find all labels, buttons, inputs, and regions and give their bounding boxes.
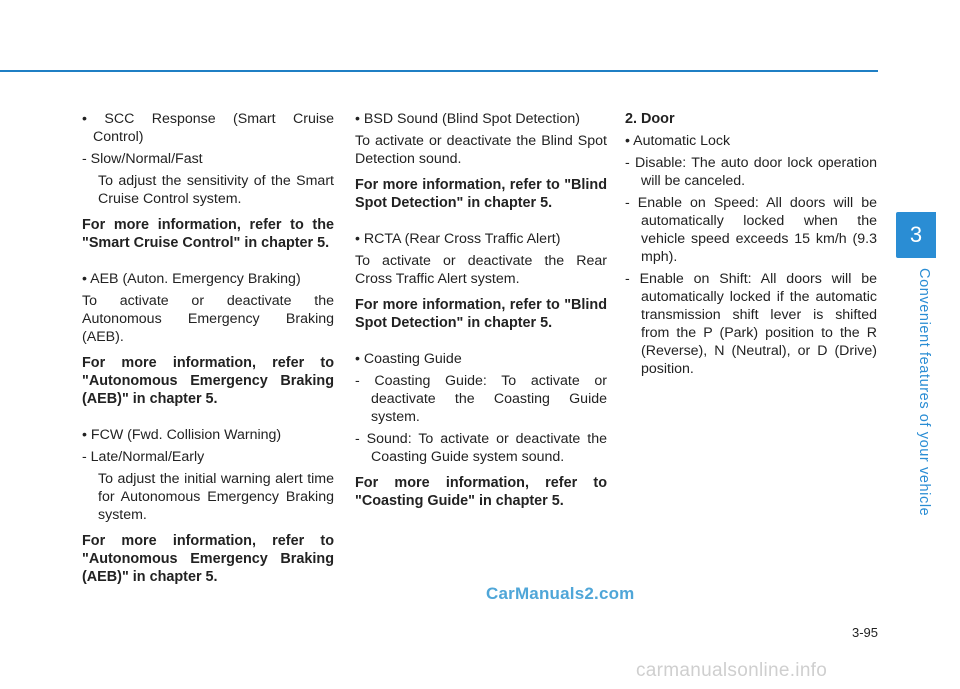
fcw-reference-note: For more information, refer to "Autonomous Emergency Braking (AEB)" in chapter 5. bbox=[82, 533, 334, 585]
header-rule bbox=[0, 70, 878, 72]
door-section-heading: 2. Door bbox=[625, 111, 675, 127]
lock-speed-option: - Enable on Speed: All doors will be automatically locked when the vehicle speed exceeds 15 km/h (9.3 mph). bbox=[625, 195, 877, 265]
fcw-option: - Late/Normal/Early bbox=[82, 449, 205, 465]
text-column-3 bbox=[625, 110, 877, 378]
fcw-item: • FCW (Fwd. Collision Warning) bbox=[82, 427, 282, 443]
scc-response-item: • SCC Response (Smart Cruise Control) bbox=[82, 111, 334, 145]
coasting-guide-item: • Coasting Guide bbox=[355, 351, 462, 367]
scc-response-option: - Slow/Normal/Fast bbox=[82, 151, 203, 167]
coasting-reference-note: For more information, refer to "Coasting Guide" in chapter 5. bbox=[355, 475, 607, 509]
bsd-reference-note: For more information, refer to "Blind Spot Detection" in chapter 5. bbox=[355, 177, 607, 211]
automatic-lock-item: • Automatic Lock bbox=[625, 133, 731, 149]
page-number: 3-95 bbox=[851, 625, 878, 640]
fcw-description: To adjust the initial warning alert time for Autonomous Emergency Braking system. bbox=[98, 471, 334, 523]
rcta-reference-note: For more information, refer to "Blind Spot Detection" in chapter 5. bbox=[355, 297, 607, 331]
aeb-item: • AEB (Auton. Emergency Braking) bbox=[82, 271, 301, 287]
text-column-1 bbox=[82, 110, 334, 586]
scc-response-description: To adjust the sensitivity of the Smart Cruise Control system. bbox=[98, 173, 334, 207]
site-watermark: carmanualsonline.info bbox=[636, 660, 828, 681]
bsd-description: To activate or deactivate the Blind Spot Detection sound. bbox=[355, 133, 607, 167]
scc-reference-note: For more information, refer to the "Smart Cruise Control" in chapter 5. bbox=[82, 217, 334, 251]
rcta-item: • RCTA (Rear Cross Traffic Alert) bbox=[355, 231, 561, 247]
chapter-tab: 3 bbox=[896, 212, 936, 258]
bsd-sound-item: • BSD Sound (Blind Spot Detection) bbox=[355, 111, 580, 127]
carmanuals-watermark: CarManuals2.com bbox=[486, 584, 635, 603]
rcta-description: To activate or deactivate the Rear Cross Traffic Alert system. bbox=[355, 253, 607, 287]
coasting-sound-option: - Sound: To activate or deactivate the Coasting Guide system sound. bbox=[355, 431, 607, 465]
text-column-2 bbox=[355, 110, 607, 510]
coasting-guide-option: - Coasting Guide: To activate or deactivate the Coasting Guide system. bbox=[355, 373, 607, 425]
aeb-reference-note: For more information, refer to "Autonomous Emergency Braking (AEB)" in chapter 5. bbox=[82, 355, 334, 407]
lock-shift-option: - Enable on Shift: All doors will be automatically locked if the automatic transmission shift lever is shifted from the P (Park) position to the R (Reverse), N (Neutral), or D (Drive) position. bbox=[625, 271, 877, 377]
lock-disable-option: - Disable: The auto door lock operation will be canceled. bbox=[625, 155, 877, 189]
chapter-side-title: Convenient features of your vehicle bbox=[916, 268, 932, 517]
aeb-description: To activate or deactivate the Autonomous Emergency Braking (AEB). bbox=[82, 293, 334, 345]
